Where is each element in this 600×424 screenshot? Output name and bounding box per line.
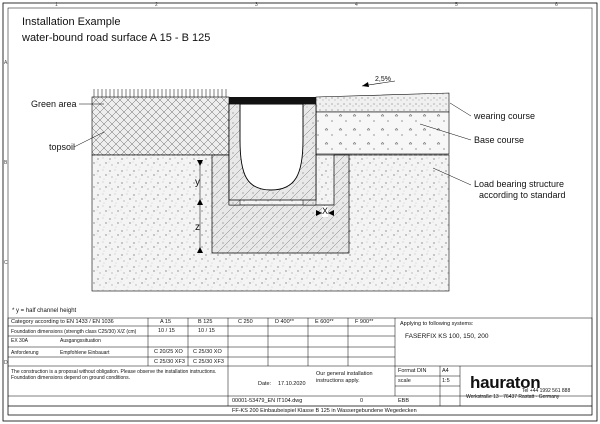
row-exposure: EX 30A [11, 338, 28, 344]
frame-top-4: 4 [355, 2, 358, 8]
page-label: EBB [398, 398, 410, 404]
class-d400: D 400** [275, 319, 294, 325]
frame-side-b: B [4, 160, 8, 166]
frame-side-d: D [4, 360, 8, 366]
drawing-title: Installation Example [22, 16, 121, 28]
format-label: Format DIN [398, 368, 427, 374]
label-topsoil: topsoil [49, 142, 76, 152]
row-tiny-c: Empfohlene Einbauart [60, 350, 110, 356]
installation-note: Our general installation instructions apply. [316, 371, 373, 384]
drawing-number: 00001-53479_EN IT104.dwg [232, 398, 303, 404]
frame-top-1: 1 [55, 2, 58, 8]
systems-list: FASERFIX KS 100, 150, 200 [405, 333, 489, 340]
frame-top-6: 6 [555, 2, 558, 8]
label-load-bearing-1: Load bearing structure [474, 179, 565, 189]
scale-value: 1:5 [442, 378, 450, 384]
row-concrete-b125: 10 / 15 [198, 328, 215, 334]
label-dim-x: X [322, 206, 329, 216]
footer-description: FF-KS 200 Einbaubeispiel Klasse B 125 in Wassergebundene Wegedecken [232, 408, 417, 414]
label-wearing-course: wearing course [474, 111, 536, 121]
class-f900: F 900** [355, 319, 374, 325]
company-logo: hauraton [470, 373, 541, 392]
label-load-bearing-2: according to standard [479, 190, 566, 200]
slope-arrowhead [362, 82, 369, 87]
class-e600: E 600** [315, 319, 334, 325]
footnote: * y = half channel height [12, 308, 77, 314]
label-green-area: Green area [31, 99, 77, 109]
format-value: A4 [442, 368, 449, 374]
label-base-course: Base course [474, 135, 525, 145]
company-address: Werkstraße 13 · 76437 Rastatt · Germany [466, 394, 560, 400]
date-value: 17.10.2020 [278, 381, 306, 387]
row-concrete-a15: 10 / 15 [158, 328, 175, 334]
table-category-header: Category according to EN 1433 / EN 1036 [11, 319, 114, 325]
label-slope: 2,5% [375, 76, 391, 83]
topsoil-layer [92, 97, 229, 155]
scale-label: scale [398, 378, 411, 384]
val-b-b125: C 25/30 XF3 [193, 359, 224, 365]
wearing-course-layer [316, 93, 449, 112]
grass-marks [94, 89, 226, 97]
frame-side-a: A [4, 60, 8, 66]
class-b125: B 125 [198, 319, 213, 325]
class-a15: A 15 [160, 319, 172, 325]
frame-top-5: 5 [455, 2, 458, 8]
val-a-b125: C 25/30 XO [193, 349, 222, 355]
val-a-a15: C 20/25 XO [154, 349, 183, 355]
frame-top-2: 2 [155, 2, 158, 8]
channel-trough [240, 104, 303, 190]
channel-grating [229, 97, 316, 104]
frame-top-3: 3 [255, 2, 258, 8]
val-b-a15: C 25/30 XF3 [154, 359, 185, 365]
row-tiny-a: Ausgangssituation [60, 338, 101, 344]
date-label: Date: [258, 381, 272, 387]
company-phone: Tel +44 1992 561 888 [522, 388, 571, 394]
general-notes: The construction is a proposal without obligation. Please observe the installation instructions. Foundation dimensions depend on ground conditions. [11, 369, 217, 381]
row-concrete-label: Foundation dimensions (strength class C25/30) X/Z (cm) [11, 329, 137, 335]
frame-side-c: C [4, 260, 8, 266]
base-course-layer [316, 112, 449, 154]
label-dim-y: y [195, 177, 200, 188]
applying-label: Applying to following systems: [400, 321, 474, 327]
label-dim-z: z [195, 222, 200, 233]
drawing-subtitle: water-bound road surface A 15 - B 125 [22, 32, 211, 44]
revision: 0 [360, 398, 364, 404]
class-c250: C 250 [238, 319, 253, 325]
row-tiny-b: Anforderung [11, 350, 39, 356]
